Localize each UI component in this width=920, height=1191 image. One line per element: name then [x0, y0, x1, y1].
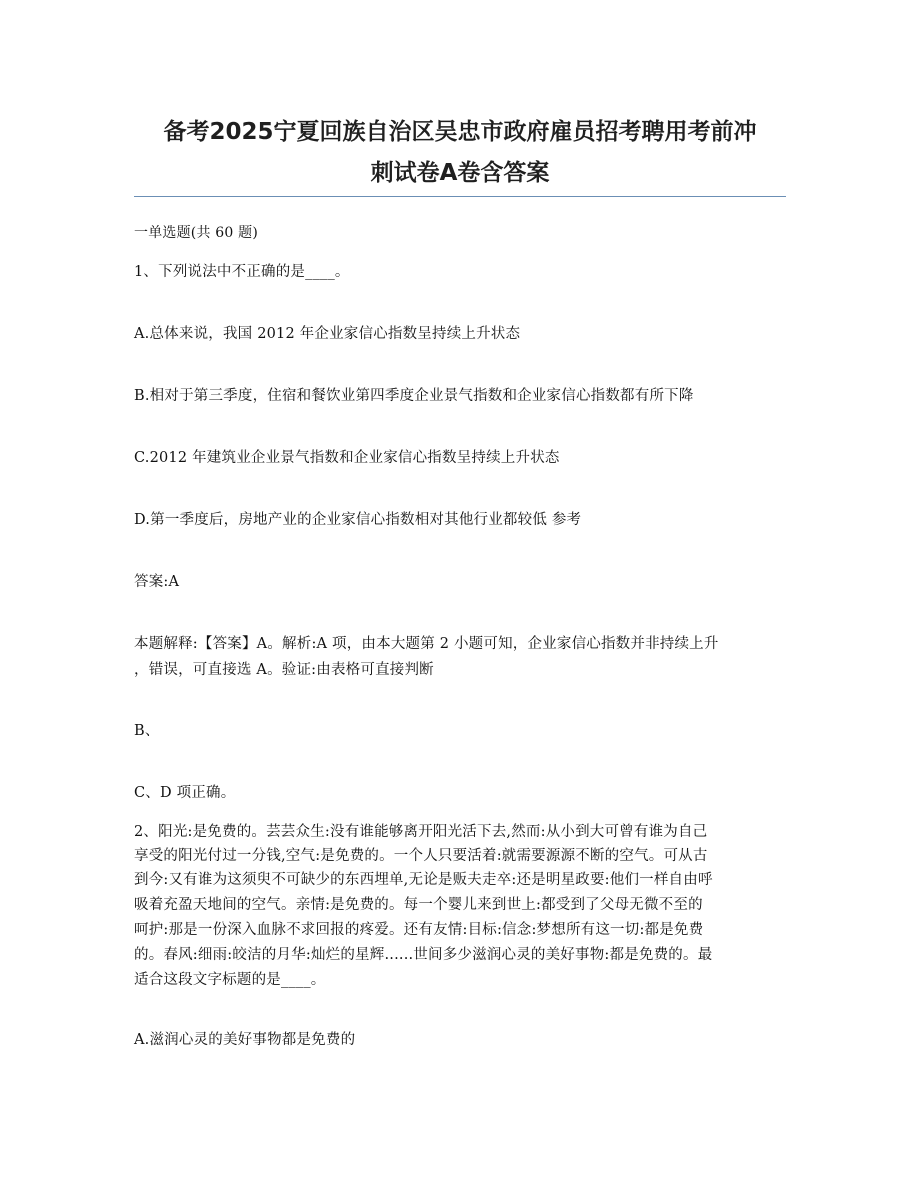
document-title-line-2: 刺试卷A卷含答案 — [370, 160, 550, 186]
question-1-extra-c: C、D 项正确。 — [134, 785, 236, 801]
question-1-answer: 答案:A — [134, 574, 180, 590]
question-2-stem-line: 2、阳光:是免费的。芸芸众生:没有谁能够离开阳光活下去,然而:从小到大可曾有谁为自己 — [134, 824, 708, 840]
title-divider — [134, 196, 786, 197]
question-2-stem-line: 到今:又有谁为这须臾不可缺少的东西埋单,无论是贩夫走卒:还是明星政要:他们一样自由呼 — [134, 872, 713, 888]
question-1-explanation-line-2: ，错误，可直接选 A。验证:由表格可直接判断 — [134, 662, 434, 678]
document-title-line-1: 备考2025宁夏回族自治区吴忠市政府雇员招考聘用考前冲 — [163, 119, 757, 145]
section-heading: 一单选题(共 60 题) — [134, 225, 259, 241]
question-1-option-a: A.总体来说，我国 2012 年企业家信心指数呈持续上升状态 — [134, 326, 521, 342]
question-1-extra-b: B、 — [134, 723, 160, 739]
question-2-stem-line: 的。春风:细雨:皎洁的月华:灿烂的星辉......世间多少滋润心灵的美好事物:都是免费的。最 — [134, 947, 713, 963]
question-1-stem: 1、下列说法中不正确的是____。 — [134, 264, 350, 280]
question-2-option-a: A.滋润心灵的美好事物都是免费的 — [134, 1032, 356, 1048]
question-2-stem-line: 享受的阳光付过一分钱,空气:是免费的。一个人只要活着:就需要源源不断的空气。可从古 — [134, 848, 708, 864]
question-1-option-b: B.相对于第三季度，住宿和餐饮业第四季度企业景气指数和企业家信心指数都有所下降 — [134, 388, 694, 404]
question-2-stem-line: 吸着充盈天地间的空气。亲情:是免费的。每一个婴儿来到世上:都受到了父母无微不至的 — [134, 897, 703, 913]
question-1-option-c: C.2012 年建筑业企业景气指数和企业家信心指数呈持续上升状态 — [134, 450, 560, 466]
question-2-stem-line: 呵护:那是一份深入血脉不求回报的疼爱。还有友情:目标:信念:梦想所有这一切:都是免费 — [134, 922, 704, 938]
question-2-stem-line: 适合这段文字标题的是____。 — [134, 972, 326, 988]
question-1-explanation-line-1: 本题解释:【答案】A。解析:A 项，由本大题第 2 小题可知，企业家信心指数并非持续上升 — [134, 636, 719, 652]
question-1-option-d: D.第一季度后，房地产业的企业家信心指数相对其他行业都较低 参考 — [134, 512, 582, 528]
